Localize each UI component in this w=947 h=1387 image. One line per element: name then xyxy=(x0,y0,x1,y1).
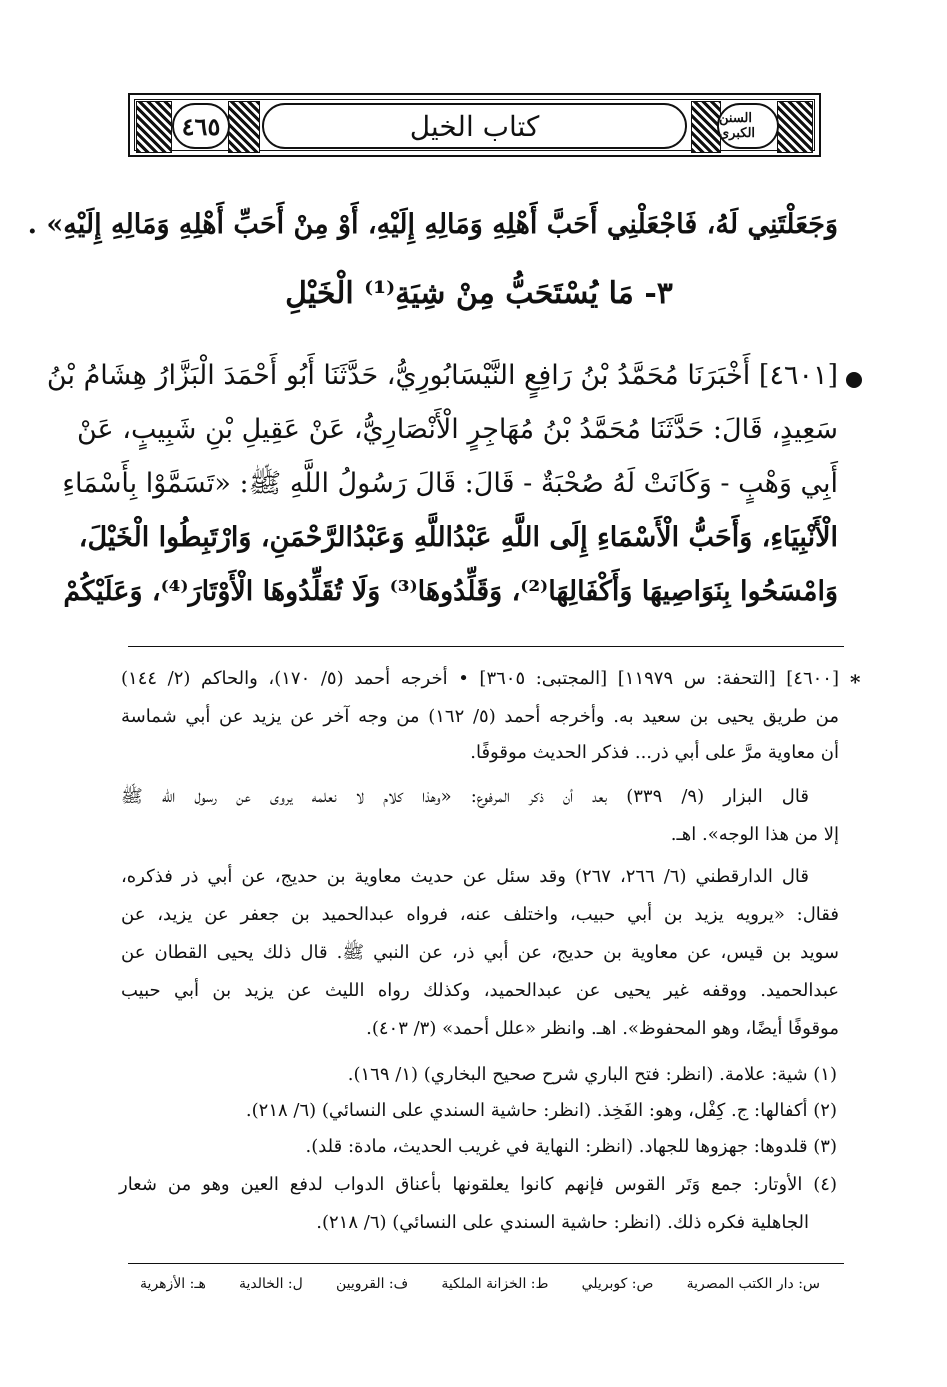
page-number: ٤٦٥ xyxy=(172,103,230,149)
footnote-line: عبدالحميد. ووقفه غير يحيى عن عبدالحميد، وكذلك رواه الليث عن يزيد بن أبي حبيب xyxy=(121,980,839,1001)
legend-item: هـ: الأزهرية xyxy=(140,1276,206,1292)
hadith-line: [٤٦٠١] أَخْبَرَنَا مُحَمَّدُ بْنُ رَافِعٍ النَّيْسَابُورِيُّ، حَدَّثَنَا أَبُو أَحْمَدَ الْبَزَّارُ هِشَامُ بْنُ xyxy=(46,360,838,391)
ornament-right-outer xyxy=(777,101,813,153)
legend-item: س: دار الكتب المصرية xyxy=(686,1276,820,1292)
footnote-line: فقال: «يرويه يزيد بن أبي حبيب، واختلف عنه، فرواه عبدالحميد بن جعفر عن يزيد، عن xyxy=(121,904,839,925)
book-logo: السنن الكبرى xyxy=(717,103,779,149)
footnote-line: قال البزار (٩/ ٣٣٩) بعد أن ذكر المرفوع: «وهذا كلام لا نعلمه يروى عن رسول الله ﷺ xyxy=(121,786,809,807)
hadith-line: سَعِيدٍ، قَالَ: حَدَّثَنَا مُحَمَّدُ بْنُ مُهَاجِرٍ الْأَنْصَارِيُّ، عَنْ عَقِيلِ بْنِ شَبِيبٍ، عَنْ xyxy=(77,414,838,445)
footnote-line: من طريق يحيى بن سعيد به. وأخرجه أحمد (٥/ ١٦٢) من وجه آخر عن يزيد عن أبي شماسة xyxy=(121,706,840,727)
footnote-line: [٤٦٠٠] [التحفة: س ١١٩٧٩] [المجتبى: ٣٦٠٥] • أخرجه أحمد (٥/ ١٧٠)، والحاكم (٢/ ١٤٤) xyxy=(121,668,839,689)
text-line-1: وَجَعَلْتَنِي لَهُ، فَاجْعَلْنِي أَحَبَّ أَهْلِهِ وَمَالِهِ إِلَيْهِ، أَوْ مِنْ أَحَبِّ أَهْلِهِ وَمَالِهِ إِلَيْهِ» . xyxy=(27,209,838,240)
legend-separator xyxy=(128,1263,844,1264)
manuscript-legend xyxy=(140,1276,820,1292)
ornament-left-outer xyxy=(136,101,172,153)
book-title: كتاب الخيل xyxy=(262,103,687,149)
legend-item: ط: الخزانة الملكية xyxy=(441,1276,549,1292)
footnote-line: إلا من هذا الوجه». اهـ. xyxy=(670,824,839,845)
hadith-line: أَبِي وَهْبٍ - وَكَانَتْ لَهُ صُحْبَةٌ - قَالَ: قَالَ رَسُولُ اللَّهِ ﷺ: «تَسَمَّوْا بِأَسْمَاءِ xyxy=(62,468,838,499)
legend-item: ف: القرويين xyxy=(335,1276,409,1292)
page-header xyxy=(128,93,821,157)
ornament-left-inner xyxy=(228,101,260,153)
footnote-line: سويد بن قيس، عن معاوية بن حديج، عن أبي ذر، عن النبي ﷺ. قال ذلك يحيى القطان عن xyxy=(121,942,839,963)
footnote-line: أن معاوية مرَّ على أبي ذر... فذكر الحديث موقوفًا. xyxy=(470,742,839,763)
footnote-line: الجاهلية فكره ذلك. (انظر: حاشية السندي على النسائي) (٦/ ٢١٨). xyxy=(316,1212,809,1233)
footnote-line: (٤) الأوتار: جمع وَتَر القوس فإنهم كانوا يعلقونها بأعناق الدواب لدفع العين وهو من شعار xyxy=(119,1174,837,1195)
section-heading: ٣- مَا يُسْتَحَبُّ مِنْ شِيَةِ⁽¹⁾ الْخَيْلِ xyxy=(285,276,673,311)
hadith-line: الْأَنْبِيَاءِ، وَأَحَبُّ الْأَسْمَاءِ إِلَى اللَّهِ عَبْدُاللَّهِ وَعَبْدُالرَّحْمَنِ، وَارْتَبِطُوا الْخَيْلَ، xyxy=(78,522,838,553)
bullet-icon xyxy=(846,372,862,388)
legend-item: ل: الخالدية xyxy=(239,1276,303,1292)
footnote-line: (١) شية: علامة. (انظر: فتح الباري شرح صحيح البخاري) (١/ ١٦٩). xyxy=(347,1064,837,1085)
footnote-line: (٣) قلدوها: جهزوها للجهاد. (انظر: النهاية في غريب الحديث، مادة: قلد). xyxy=(305,1136,837,1157)
footnote-separator xyxy=(128,646,844,647)
footnote-line: (٢) أكفالها: ج. كِفْل، وهو: الفَخِذ. (انظر: حاشية السندي على النسائي) (٦/ ٢١٨). xyxy=(245,1100,837,1121)
legend-item: ص: كوبريلي xyxy=(581,1276,654,1292)
footnote-line: موقوفًا أيضًا، وهو المحفوظ». اهـ. وانظر «علل أحمد» (٣/ ٤٠٣). xyxy=(366,1018,839,1039)
footnote-line: قال الدارقطني (٦/ ٢٦٦، ٢٦٧) وقد سئل عن حديث معاوية بن حديج، عن أبي ذر فذكره، xyxy=(121,866,809,887)
footnote-star: * xyxy=(850,670,861,694)
hadith-line: وَامْسَحُوا بِنَوَاصِيهَا وَأَكْفَالِهَا⁽²⁾، وَقَلِّدُوهَا⁽³⁾ وَلَا تُقَلِّدُوهَا الْأَوْتَارَ⁽⁴⁾، وَعَلَيْكُمْ xyxy=(63,576,838,607)
